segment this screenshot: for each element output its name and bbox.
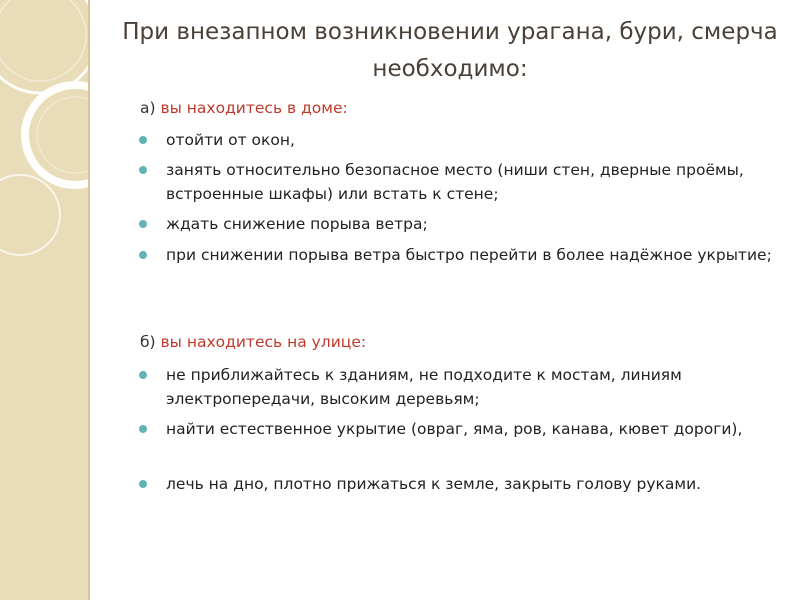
bullet-icon: [139, 251, 147, 259]
section-a-prefix: а): [140, 99, 161, 117]
bullet-icon: [139, 136, 147, 144]
bullet-icon: [139, 166, 147, 174]
section-a-heading: [140, 99, 348, 117]
list-item: ждать снижение порыва ветра;: [166, 215, 428, 233]
bullet-icon: [139, 371, 147, 379]
bullet-icon: [139, 425, 147, 433]
section-b-prefix: б): [140, 333, 161, 351]
section-a-label: вы находитесь в доме:: [160, 99, 348, 117]
section-b-heading: [140, 333, 366, 351]
list-item: при снижении порыва ветра быстро перейти в более надёжное укрытие;: [166, 246, 772, 264]
list-item: найти естественное укрытие (овраг, яма, ров, канава, кювет дороги),: [166, 420, 743, 438]
bullet-icon: [139, 220, 147, 228]
bullet-icon: [139, 480, 147, 488]
slide-title: При внезапном возникновении урагана, бури, смерча необходимо:: [122, 19, 778, 82]
list-item: не приближайтесь к зданиям, не подходите к мостам, линиям электропередачи, высоким деревьям;: [166, 366, 682, 408]
list-item: занять относительно безопасное место (ниши стен, дверные проёмы, встроенные шкафы) или встать к стене;: [166, 161, 744, 203]
list-item: лечь на дно, плотно прижаться к земле, закрыть голову руками.: [166, 475, 702, 493]
section-b-label: вы находитесь на улице:: [160, 333, 367, 351]
list-item: отойти от окон,: [166, 131, 295, 149]
